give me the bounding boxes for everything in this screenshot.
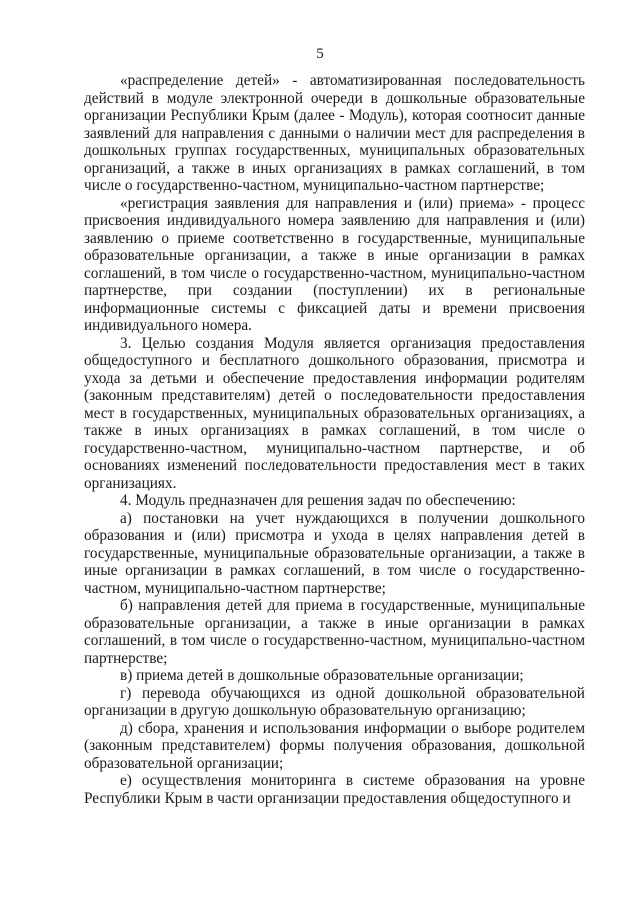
document-body (84, 72, 585, 807)
list-item-a: а) постановки на учет нуждающихся в получении дошкольного образования и (или) присмотра и ухода в целях направления детей в государственные, муниципальные образовательные организации, а также в иные организации в рамках соглашений, в том числе о государственно-частном, муниципально-частном партнерстве; (84, 509, 585, 597)
list-item-v: в) приема детей в дошкольные образовательные организации; (120, 667, 524, 684)
paragraph-module-tasks: 4. Модуль предназначен для решения задач по обеспечению: (120, 492, 516, 509)
list-item-b: б) направления детей для приема в государственные, муниципальные образовательные организации, а также в иные организации в рамках соглашений, в том числе о государственно-частном, муниципально-частном партнерстве; (84, 597, 585, 667)
paragraph-definition-distribution: «распределение детей» - автоматизированная последовательность действий в модуле электронной очереди в дошкольные образовательные организации Республики Крым (далее - Модуль), которая соотносит данные заявлений для направления с данными о наличии мест для распределения в дошкольных группах государственных, муниципальных образовательных организаций, а также в иных организациях в рамках соглашений, в том числе о государственно-частном, муниципально-частном партнерстве; (84, 72, 585, 194)
list-item-d: д) сбора, хранения и использования информации о выборе родителем (законным представителем) формы получения образования, дошкольной образовательной организации; (84, 719, 585, 772)
list-item-g: г) перевода обучающихся из одной дошкольной образовательной организации в другую дошкольную образовательную организацию; (84, 684, 585, 719)
list-item-e: е) осуществления мониторинга в системе образования на уровне Республики Крым в части организации предоставления общедоступного и (84, 772, 585, 807)
paragraph-definition-registration: «регистрация заявления для направления и (или) приема» - процесс присвоения индивидуального номера заявлению для направления и (или) заявлению о приеме соответственно в государственные, муниципальные образовательные организации, а также в иные организации в рамках соглашений, в том числе о государственно-частном, муниципально-частном партнерстве, при создании (поступлении) их в региональные информационные системы с фиксацией даты и времени присвоения индивидуального номера. (84, 194, 585, 334)
page-number: 5 (316, 46, 324, 62)
paragraph-module-goal: 3. Целью создания Модуля является организация предоставления общедоступного и бесплатного дошкольного образования, присмотра и ухода за детьми и обеспечение предоставления информации родителям (законным представителям) детей о последовательности предоставления мест в государственных, муниципальных образовательных организациях, а также в иных организациях в рамках соглашений, в том числе о государственно-частном, муниципально-частном партнерстве, и об основаниях изменений последовательности предоставления мест в таких организациях. (84, 334, 585, 492)
